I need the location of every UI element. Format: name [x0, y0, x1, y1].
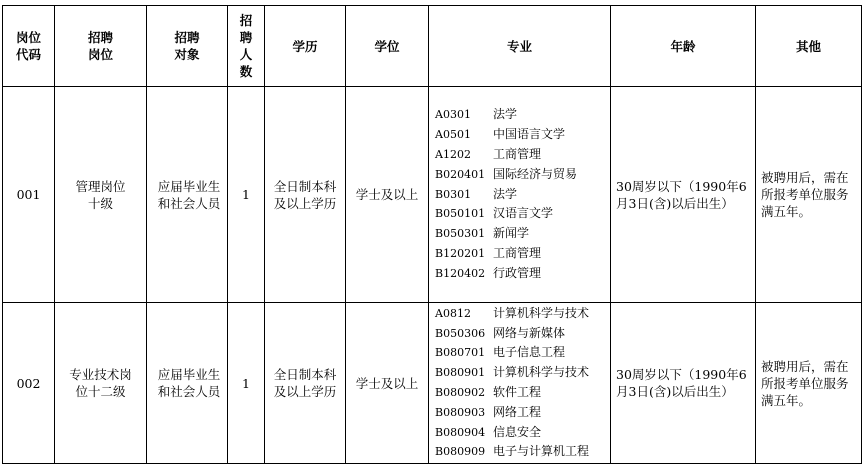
cell-education: 全日制本科及以上学历 — [265, 87, 346, 303]
major-item: B080701 电子信息工程 — [435, 345, 566, 360]
major-item: B080902 软件工程 — [435, 385, 542, 399]
cell-degree: 学士及以上 — [346, 87, 429, 303]
cell-position: 管理岗位十级 — [55, 87, 147, 303]
header-position: 招聘岗位 — [55, 6, 147, 87]
major-item: A0812 计算机科学与技术 — [435, 305, 590, 320]
cell-target: 应届毕业生和社会人员 — [147, 303, 228, 464]
header-education: 学历 — [265, 6, 346, 87]
header-row — [3, 6, 862, 87]
header-count: 招聘人数 — [228, 6, 265, 87]
major-item: B020401 国际经济与贸易 — [435, 166, 578, 181]
cell-count: 1 — [228, 87, 265, 303]
major-item: A0301 法学 — [435, 107, 518, 122]
cell-education: 全日制本科及以上学历 — [265, 303, 346, 464]
major-item: B080904 信息安全 — [435, 424, 542, 439]
cell-majors — [429, 303, 611, 464]
cell-degree: 学士及以上 — [346, 303, 429, 464]
major-item: B050101 汉语言文学 — [435, 206, 554, 221]
major-item: A1202 工商管理 — [435, 147, 542, 161]
major-item: B120201 工商管理 — [435, 245, 542, 260]
header-code: 岗位代码 — [3, 6, 55, 87]
major-item: B120402 行政管理 — [435, 265, 542, 280]
major-item: B0301 法学 — [435, 186, 518, 201]
header-degree: 学位 — [346, 6, 429, 87]
cell-code: 002 — [3, 303, 55, 464]
table-row — [3, 87, 862, 303]
cell-position: 专业技术岗位十二级 — [55, 303, 147, 464]
major-item: B080909 电子与计算机工程 — [435, 444, 590, 459]
cell-other: 被聘用后，需在所报考单位服务满五年。 — [756, 303, 862, 464]
cell-other: 被聘用后，需在所报考单位服务满五年。 — [756, 87, 862, 303]
major-item: B050306 网络与新媒体 — [435, 325, 566, 340]
header-age: 年龄 — [611, 6, 756, 87]
cell-code: 001 — [3, 87, 55, 303]
major-item: B080901 计算机科学与技术 — [435, 365, 590, 380]
major-item: A0501 中国语言文学 — [435, 127, 566, 142]
header-major: 专业 — [429, 6, 611, 87]
cell-target: 应届毕业生和社会人员 — [147, 87, 228, 303]
cell-count: 1 — [228, 303, 265, 464]
major-item: B080903 网络工程 — [435, 404, 542, 419]
table-row — [3, 303, 862, 464]
header-target: 招聘对象 — [147, 6, 228, 87]
recruitment-table — [2, 5, 862, 464]
cell-age: 30周岁以下（1990年6月3日(含)以后出生） — [611, 303, 756, 464]
cell-age: 30周岁以下（1990年6月3日(含)以后出生） — [611, 87, 756, 303]
major-item: B050301 新闻学 — [435, 226, 530, 241]
cell-majors — [429, 87, 611, 303]
header-other: 其他 — [756, 6, 862, 87]
